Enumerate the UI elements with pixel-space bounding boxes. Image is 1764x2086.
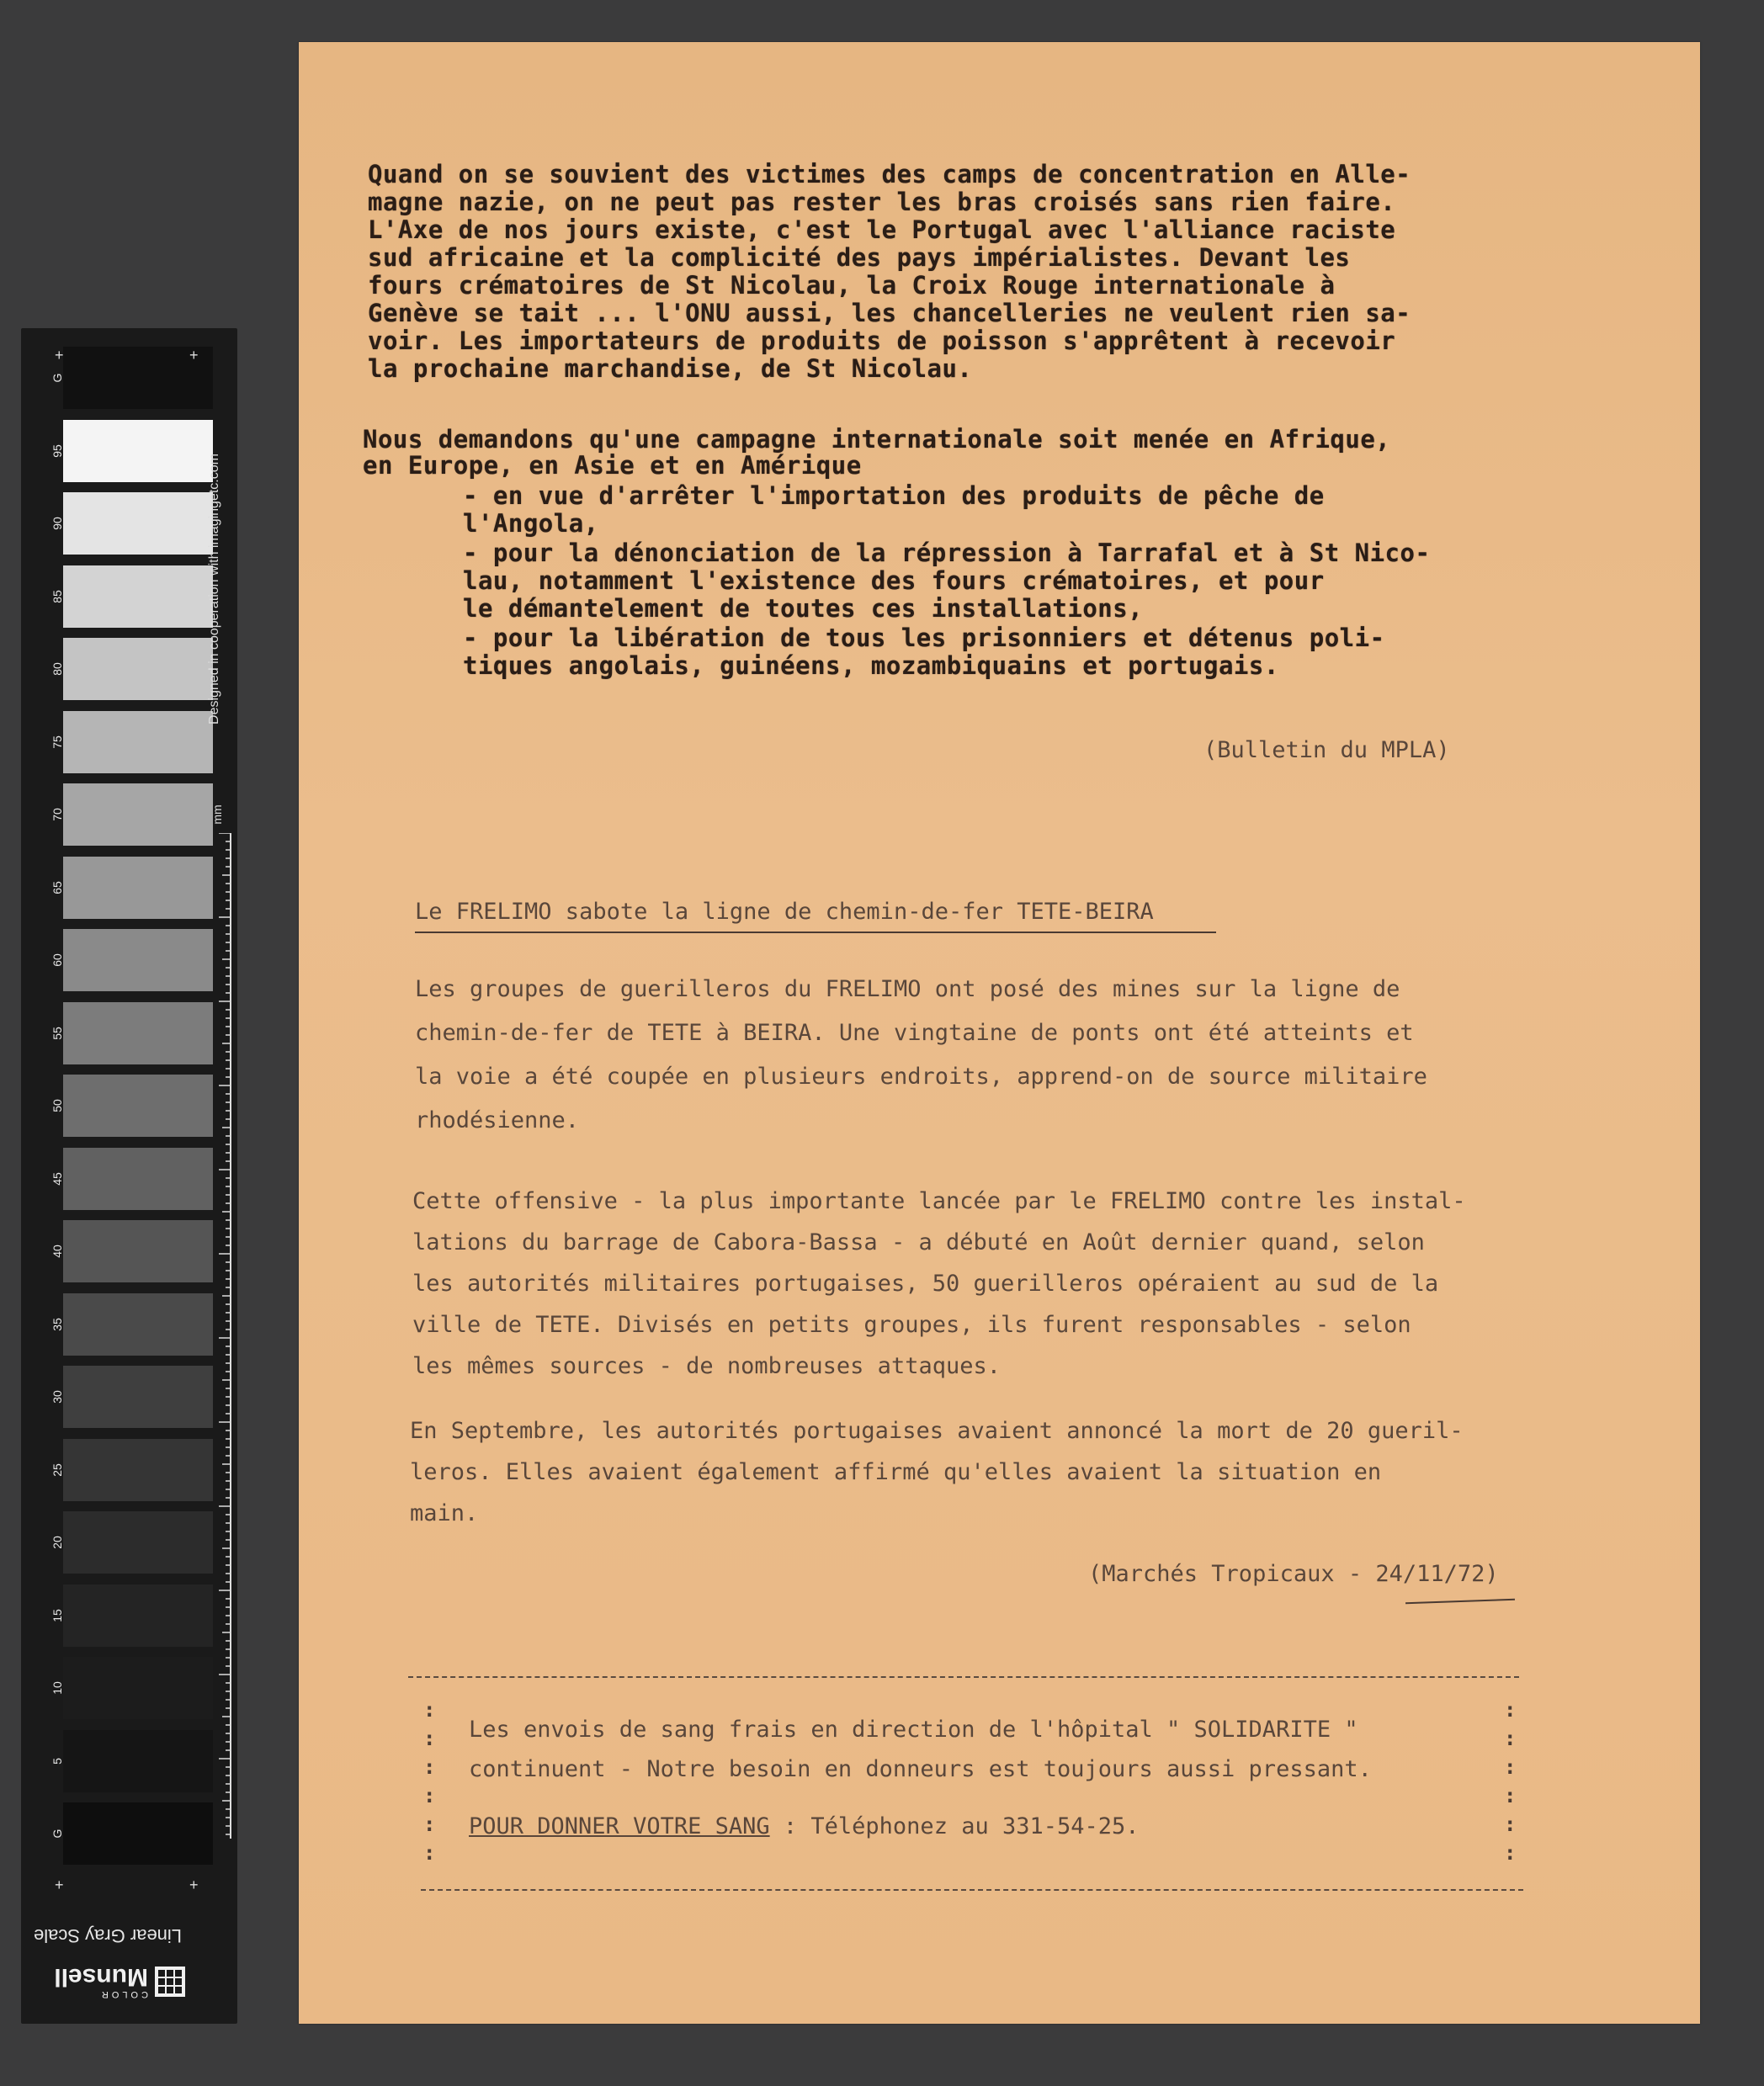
plus-mark: + [189,347,199,364]
gray-patch-label: G [50,373,64,383]
box-top-rule [408,1676,1519,1678]
munsell-grid-icon [155,1967,185,1997]
list-item-continuation: l'Angola, [463,509,599,538]
mm-ruler [209,833,234,1839]
gray-patch-label: 25 [50,1462,64,1477]
gray-patch-label: 50 [50,1099,64,1112]
gray-patch [63,783,213,846]
heading-frelimo: Le FRELIMO sabote la ligne de chemin-de-fer TETE-BEIRA [415,899,1154,925]
gray-patch [63,1439,213,1501]
donate-label: POUR DONNER VOTRE SANG [469,1813,770,1839]
document-page [299,42,1700,2024]
gray-scale-card [21,328,237,2024]
munsell-wordmark: Munsell [54,1963,148,1991]
box-border-mark: : [423,1841,436,1865]
gray-patch-label: 20 [50,1536,64,1549]
gray-patch [63,1730,213,1792]
text-line: chemin-de-fer de TETE à BEIRA. Une vingtaine de ponts ont été atteints et [415,1020,1414,1046]
text-line: voir. Les importateurs de produits de poisson s'apprêtent à recevoir [368,326,1396,355]
box-border-mark: : [1504,1727,1517,1750]
text-line: les mêmes sources - de nombreuses attaques. [412,1353,1001,1379]
box-border-mark: : [423,1813,436,1836]
blood-donation-cta [469,1813,1140,1839]
text-line: les autorités militaires portugaises, 50 guerilleros opéraient au sud de la [412,1271,1439,1297]
list-item-continuation: le démantelement de toutes ces installations, [463,594,1144,623]
box-border-mark: : [423,1698,436,1722]
text-line: Les groupes de guerilleros du FRELIMO ont posé des mines sur la ligne de [415,976,1400,1002]
gray-patch-label: 10 [50,1681,64,1695]
gray-patch-label: 80 [50,662,64,676]
gray-patch [63,929,213,991]
gray-patch-label: 55 [50,1026,64,1040]
box-border-mark: : [423,1755,436,1779]
gray-patch-label: 40 [50,1245,64,1258]
list-item: - pour la libération de tous les prisonniers et détenus poli- [463,624,1385,652]
text-line: Cette offensive - la plus importante lancée par le FRELIMO contre les instal- [412,1188,1466,1214]
gray-patch [63,1511,213,1574]
box-border-mark: : [1504,1813,1517,1836]
gray-patch [63,711,213,773]
gray-patch-label: 65 [50,880,64,894]
gray-patch-label: 30 [50,1390,64,1404]
text-line: L'Axe de nos jours existe, c'est le Portugal avec l'alliance raciste [368,215,1396,244]
grayscale-designed-text: Designed in cooperation with imagingetc.com [207,454,221,725]
text-line: Genève se tait ... l'ONU aussi, les chancelleries ne veulent rien sa- [368,299,1411,327]
box-border-mark: : [1504,1755,1517,1779]
text-line: fours crématoires de St Nicolau, la Croix Rouge internationale à [368,271,1336,300]
text-line: magne nazie, on ne peut pas rester les bras croisés sans rien faire. [368,188,1396,216]
ruler-unit-label: mm [210,804,224,825]
box-border-mark: : [1504,1698,1517,1722]
gray-patch-label: 85 [50,589,64,603]
gray-patch-label: 75 [50,735,64,749]
text-line: main. [410,1500,479,1526]
text-line: la voie a été coupée en plusieurs endroits, apprend-on de source militaire [415,1064,1427,1090]
gray-patch [63,1366,213,1428]
list-item: - pour la dénonciation de la répression à Tarrafal et à St Nico- [463,539,1431,567]
gray-patch [63,1002,213,1064]
text-line: sud africaine et la complicité des pays impérialistes. Devant les [368,243,1351,272]
gray-patch [63,1220,213,1282]
box-bottom-rule [421,1889,1523,1891]
box-border-mark: : [1504,1784,1517,1807]
gray-patch [63,565,213,628]
gray-patch [63,420,213,482]
text-line: Quand on se souvient des victimes des camps de concentration en Alle- [368,160,1411,188]
text-line: En Septembre, les autorités portugaises avaient annoncé la mort de 20 gueril- [410,1418,1464,1444]
gray-patch-label: 5 [50,1757,64,1765]
gray-patch-label: 70 [50,808,64,821]
box-border-mark: : [1504,1841,1517,1865]
munsell-logo [50,1961,185,2003]
gray-patch [63,1584,213,1647]
gray-patch [63,1293,213,1356]
phone-text: : Téléphonez au 331-54-25. [769,1813,1140,1839]
gray-patch [63,638,213,700]
grayscale-title: Linear Gray Scale [33,1925,183,1946]
plus-mark: + [55,1876,64,1893]
gray-patch-label: 95 [50,443,64,458]
gray-patch-label: 45 [50,1171,64,1186]
gray-patch [63,1148,213,1210]
text-line: rhodésienne. [415,1107,580,1133]
text-line: ville de TETE. Divisés en petits groupes, ils furent responsables - selon [412,1312,1411,1338]
text-line: lations du barrage de Cabora-Bassa - a débuté en Août dernier quand, selon [412,1229,1425,1255]
gray-patch [63,1802,213,1865]
list-item-continuation: lau, notamment l'existence des fours crématoires, et pour [463,566,1325,595]
gray-patch [63,1657,213,1719]
list-item-continuation: tiques angolais, guinéens, mozambiquains et portugais. [463,651,1279,680]
source-marches-tropicaux: (Marchés Tropicaux - 24/11/72) [1088,1561,1499,1587]
text-line: leros. Elles avaient également affirmé qu'elles avaient la situation en [410,1459,1382,1485]
text-line: en Europe, en Asie et en Amérique [363,451,862,480]
munsell-sub: COLOR [98,1989,148,1999]
box-border-mark: : [423,1784,436,1807]
gray-patch [63,1075,213,1137]
text-line: continuent - Notre besoin en donneurs est toujours aussi pressant. [469,1756,1372,1782]
date-underline [1405,1599,1515,1605]
gray-patch-label: 60 [50,953,64,967]
heading-underline [415,932,1216,933]
gray-patch [63,857,213,919]
gray-patch-label: 90 [50,517,64,530]
box-border-mark: : [423,1727,436,1750]
text-line: Nous demandons qu'une campagne internationale soit menée en Afrique, [363,425,1391,454]
gray-patch [63,492,213,555]
list-item: - en vue d'arrêter l'importation des produits de pêche de [463,481,1325,510]
gray-patch-label: G [50,1829,64,1839]
plus-mark: + [55,347,64,364]
plus-mark: + [189,1876,199,1893]
gray-patch-label: 15 [50,1608,64,1622]
source-mpla: (Bulletin du MPLA) [1203,737,1450,763]
text-line: Les envois de sang frais en direction de l'hôpital " SOLIDARITE " [469,1717,1358,1743]
text-line: la prochaine marchandise, de St Nicolau. [368,354,973,383]
gray-patch-label: 35 [50,1317,64,1331]
